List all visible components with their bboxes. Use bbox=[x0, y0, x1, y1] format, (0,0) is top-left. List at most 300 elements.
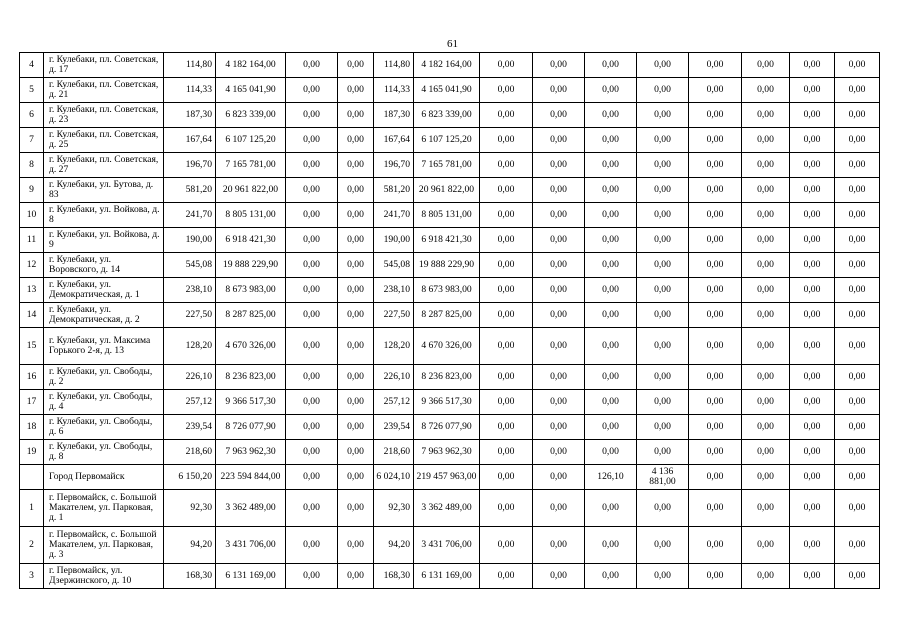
row-number bbox=[20, 465, 44, 490]
value-cell: 0,00 bbox=[480, 103, 533, 128]
table-row bbox=[20, 490, 880, 527]
value-cell: 0,00 bbox=[338, 415, 374, 440]
value-cell: 0,00 bbox=[533, 390, 585, 415]
value-cell: 0,00 bbox=[480, 153, 533, 178]
value-cell: 0,00 bbox=[835, 203, 880, 228]
value-cell: 0,00 bbox=[480, 365, 533, 390]
value-cell: 0,00 bbox=[790, 228, 835, 253]
value-cell: 0,00 bbox=[480, 203, 533, 228]
value-cell: 0,00 bbox=[835, 153, 880, 178]
value-cell: 0,00 bbox=[637, 564, 689, 589]
value-cell: 0,00 bbox=[533, 228, 585, 253]
area2-cell: 128,20 bbox=[374, 328, 414, 365]
row-number: 16 bbox=[20, 365, 44, 390]
value-cell: 0,00 bbox=[742, 178, 790, 203]
value-cell: 0,00 bbox=[286, 465, 338, 490]
cost-cell: 20 961 822,00 bbox=[216, 178, 286, 203]
address-cell: г. Первомайск, с. Большой Макателем, ул. Парковая, д. 1 bbox=[44, 490, 164, 527]
value-cell: 0,00 bbox=[585, 103, 637, 128]
value-cell: 0,00 bbox=[835, 228, 880, 253]
table-row bbox=[20, 203, 880, 228]
value-cell: 0,00 bbox=[637, 440, 689, 465]
value-cell: 0,00 bbox=[480, 465, 533, 490]
address-cell: г. Кулебаки, ул. Бутова, д. 83 bbox=[44, 178, 164, 203]
value-cell: 0,00 bbox=[585, 328, 637, 365]
value-cell: 0,00 bbox=[835, 465, 880, 490]
value-cell: 0,00 bbox=[585, 440, 637, 465]
value-cell: 0,00 bbox=[637, 128, 689, 153]
value-cell: 0,00 bbox=[790, 203, 835, 228]
address-cell: г. Кулебаки, ул. Воровского, д. 14 bbox=[44, 253, 164, 278]
value-cell: 0,00 bbox=[533, 278, 585, 303]
value-cell: 0,00 bbox=[338, 303, 374, 328]
value-cell: 0,00 bbox=[338, 490, 374, 527]
area2-cell: 114,80 bbox=[374, 53, 414, 78]
address-cell: г. Кулебаки, ул. Свободы, д. 6 bbox=[44, 415, 164, 440]
value-cell: 0,00 bbox=[286, 365, 338, 390]
row-number: 11 bbox=[20, 228, 44, 253]
cost2-cell: 8 287 825,00 bbox=[414, 303, 480, 328]
area2-cell: 92,30 bbox=[374, 490, 414, 527]
area-cell: 241,70 bbox=[164, 203, 216, 228]
value-cell: 0,00 bbox=[790, 178, 835, 203]
value-cell: 0,00 bbox=[790, 415, 835, 440]
row-number: 4 bbox=[20, 53, 44, 78]
table-row bbox=[20, 128, 880, 153]
area-cell: 226,10 bbox=[164, 365, 216, 390]
value-cell: 0,00 bbox=[533, 128, 585, 153]
cost2-cell: 6 131 169,00 bbox=[414, 564, 480, 589]
value-cell: 0,00 bbox=[533, 465, 585, 490]
value-cell: 0,00 bbox=[533, 365, 585, 390]
value-cell: 0,00 bbox=[585, 153, 637, 178]
value-cell: 0,00 bbox=[338, 328, 374, 365]
value-cell: 0,00 bbox=[742, 303, 790, 328]
value-cell: 0,00 bbox=[585, 203, 637, 228]
value-cell: 0,00 bbox=[835, 440, 880, 465]
cost2-cell: 20 961 822,00 bbox=[414, 178, 480, 203]
row-number: 19 bbox=[20, 440, 44, 465]
value-cell: 0,00 bbox=[742, 564, 790, 589]
value-cell: 0,00 bbox=[689, 53, 742, 78]
value-cell: 0,00 bbox=[790, 490, 835, 527]
area2-cell: 239,54 bbox=[374, 415, 414, 440]
value-cell: 0,00 bbox=[480, 253, 533, 278]
row-number: 13 bbox=[20, 278, 44, 303]
value-cell: 0,00 bbox=[835, 564, 880, 589]
value-cell: 0,00 bbox=[585, 78, 637, 103]
area2-cell: 218,60 bbox=[374, 440, 414, 465]
value-cell: 0,00 bbox=[338, 564, 374, 589]
address-cell: г. Первомайск, с. Большой Макателем, ул. Парковая, д. 3 bbox=[44, 527, 164, 564]
area-cell: 128,20 bbox=[164, 328, 216, 365]
value-cell: 0,00 bbox=[286, 203, 338, 228]
cost-cell: 6 918 421,30 bbox=[216, 228, 286, 253]
value-cell: 0,00 bbox=[480, 415, 533, 440]
table-row bbox=[20, 78, 880, 103]
value-cell: 0,00 bbox=[338, 53, 374, 78]
area-cell: 257,12 bbox=[164, 390, 216, 415]
area-cell: 218,60 bbox=[164, 440, 216, 465]
value-cell: 0,00 bbox=[637, 253, 689, 278]
value-cell: 0,00 bbox=[286, 178, 338, 203]
address-cell: г. Кулебаки, ул. Максима Горького 2-я, д. 13 bbox=[44, 328, 164, 365]
value-cell: 126,10 bbox=[585, 465, 637, 490]
value-cell: 0,00 bbox=[742, 278, 790, 303]
value-cell: 0,00 bbox=[286, 153, 338, 178]
row-number: 12 bbox=[20, 253, 44, 278]
value-cell: 0,00 bbox=[533, 253, 585, 278]
address-cell: г. Кулебаки, пл. Советская, д. 25 bbox=[44, 128, 164, 153]
address-cell: г. Первомайск, ул. Дзержинского, д. 10 bbox=[44, 564, 164, 589]
value-cell: 0,00 bbox=[637, 278, 689, 303]
cost-cell: 3 362 489,00 bbox=[216, 490, 286, 527]
area-cell: 187,30 bbox=[164, 103, 216, 128]
value-cell: 0,00 bbox=[533, 78, 585, 103]
area2-cell: 187,30 bbox=[374, 103, 414, 128]
area2-cell: 190,00 bbox=[374, 228, 414, 253]
table-row bbox=[20, 564, 880, 589]
cost-cell: 6 107 125,20 bbox=[216, 128, 286, 153]
area-cell: 6 150,20 bbox=[164, 465, 216, 490]
value-cell: 0,00 bbox=[637, 178, 689, 203]
value-cell: 0,00 bbox=[790, 465, 835, 490]
value-cell: 0,00 bbox=[790, 564, 835, 589]
value-cell: 0,00 bbox=[689, 328, 742, 365]
value-cell: 0,00 bbox=[742, 527, 790, 564]
cost-cell: 8 805 131,00 bbox=[216, 203, 286, 228]
value-cell: 0,00 bbox=[585, 390, 637, 415]
value-cell: 0,00 bbox=[480, 128, 533, 153]
value-cell: 0,00 bbox=[480, 78, 533, 103]
value-cell: 0,00 bbox=[533, 440, 585, 465]
value-cell: 0,00 bbox=[742, 390, 790, 415]
value-cell: 0,00 bbox=[790, 365, 835, 390]
address-cell: г. Кулебаки, пл. Советская, д. 21 bbox=[44, 78, 164, 103]
value-cell: 0,00 bbox=[835, 53, 880, 78]
value-cell: 0,00 bbox=[286, 440, 338, 465]
value-cell: 0,00 bbox=[533, 527, 585, 564]
value-cell: 0,00 bbox=[689, 203, 742, 228]
cost2-cell: 6 823 339,00 bbox=[414, 103, 480, 128]
value-cell: 0,00 bbox=[286, 328, 338, 365]
value-cell: 0,00 bbox=[585, 527, 637, 564]
area-cell: 92,30 bbox=[164, 490, 216, 527]
value-cell: 0,00 bbox=[835, 365, 880, 390]
value-cell: 0,00 bbox=[742, 128, 790, 153]
table-row bbox=[20, 303, 880, 328]
cost-cell: 19 888 229,90 bbox=[216, 253, 286, 278]
table-row bbox=[20, 103, 880, 128]
table-row bbox=[20, 178, 880, 203]
value-cell: 0,00 bbox=[286, 228, 338, 253]
value-cell: 0,00 bbox=[790, 153, 835, 178]
table-row bbox=[20, 53, 880, 78]
cost2-cell: 219 457 963,00 bbox=[414, 465, 480, 490]
value-cell: 0,00 bbox=[480, 564, 533, 589]
value-cell: 0,00 bbox=[480, 228, 533, 253]
address-cell: г. Кулебаки, ул. Войкова, д. 8 bbox=[44, 203, 164, 228]
value-cell: 0,00 bbox=[835, 303, 880, 328]
row-number: 17 bbox=[20, 390, 44, 415]
row-number: 1 bbox=[20, 490, 44, 527]
value-cell: 0,00 bbox=[742, 103, 790, 128]
area2-cell: 94,20 bbox=[374, 527, 414, 564]
value-cell: 0,00 bbox=[338, 440, 374, 465]
value-cell: 0,00 bbox=[533, 53, 585, 78]
value-cell: 0,00 bbox=[835, 278, 880, 303]
area-cell: 190,00 bbox=[164, 228, 216, 253]
address-cell: г. Кулебаки, ул. Свободы, д. 4 bbox=[44, 390, 164, 415]
value-cell: 0,00 bbox=[480, 440, 533, 465]
value-cell: 0,00 bbox=[585, 303, 637, 328]
cost2-cell: 19 888 229,90 bbox=[414, 253, 480, 278]
value-cell: 0,00 bbox=[637, 303, 689, 328]
table-row bbox=[20, 365, 880, 390]
value-cell: 0,00 bbox=[480, 490, 533, 527]
value-cell: 0,00 bbox=[286, 128, 338, 153]
address-cell: г. Кулебаки, ул. Войкова, д. 9 bbox=[44, 228, 164, 253]
value-cell: 0,00 bbox=[338, 527, 374, 564]
address-cell: г. Кулебаки, пл. Советская, д. 17 bbox=[44, 53, 164, 78]
value-cell: 0,00 bbox=[790, 303, 835, 328]
value-cell: 0,00 bbox=[533, 203, 585, 228]
value-cell: 0,00 bbox=[480, 303, 533, 328]
cost2-cell: 4 165 041,90 bbox=[414, 78, 480, 103]
value-cell: 0,00 bbox=[689, 390, 742, 415]
value-cell: 0,00 bbox=[286, 490, 338, 527]
value-cell: 0,00 bbox=[742, 328, 790, 365]
area2-cell: 226,10 bbox=[374, 365, 414, 390]
value-cell: 4 136 881,00 bbox=[637, 465, 689, 490]
value-cell: 0,00 bbox=[742, 228, 790, 253]
value-cell: 0,00 bbox=[338, 465, 374, 490]
value-cell: 0,00 bbox=[637, 527, 689, 564]
value-cell: 0,00 bbox=[742, 153, 790, 178]
value-cell: 0,00 bbox=[533, 178, 585, 203]
cost2-cell: 8 673 983,00 bbox=[414, 278, 480, 303]
value-cell: 0,00 bbox=[480, 390, 533, 415]
value-cell: 0,00 bbox=[533, 103, 585, 128]
area-cell: 239,54 bbox=[164, 415, 216, 440]
value-cell: 0,00 bbox=[585, 128, 637, 153]
area-cell: 238,10 bbox=[164, 278, 216, 303]
value-cell: 0,00 bbox=[790, 253, 835, 278]
value-cell: 0,00 bbox=[835, 390, 880, 415]
address-cell: г. Кулебаки, пл. Советская, д. 23 bbox=[44, 103, 164, 128]
value-cell: 0,00 bbox=[533, 303, 585, 328]
value-cell: 0,00 bbox=[742, 53, 790, 78]
table-row bbox=[20, 253, 880, 278]
value-cell: 0,00 bbox=[533, 415, 585, 440]
value-cell: 0,00 bbox=[689, 103, 742, 128]
value-cell: 0,00 bbox=[689, 564, 742, 589]
area2-cell: 167,64 bbox=[374, 128, 414, 153]
cost-cell: 8 673 983,00 bbox=[216, 278, 286, 303]
value-cell: 0,00 bbox=[742, 203, 790, 228]
value-cell: 0,00 bbox=[742, 490, 790, 527]
value-cell: 0,00 bbox=[480, 278, 533, 303]
area-cell: 167,64 bbox=[164, 128, 216, 153]
value-cell: 0,00 bbox=[742, 465, 790, 490]
table-row bbox=[20, 278, 880, 303]
value-cell: 0,00 bbox=[835, 178, 880, 203]
address-cell: г. Кулебаки, пл. Советская, д. 27 bbox=[44, 153, 164, 178]
table-row bbox=[20, 328, 880, 365]
cost2-cell: 4 670 326,00 bbox=[414, 328, 480, 365]
row-number: 18 bbox=[20, 415, 44, 440]
value-cell: 0,00 bbox=[637, 390, 689, 415]
value-cell: 0,00 bbox=[637, 103, 689, 128]
area-cell: 227,50 bbox=[164, 303, 216, 328]
cost2-cell: 6 107 125,20 bbox=[414, 128, 480, 153]
value-cell: 0,00 bbox=[790, 53, 835, 78]
value-cell: 0,00 bbox=[338, 103, 374, 128]
value-cell: 0,00 bbox=[637, 203, 689, 228]
value-cell: 0,00 bbox=[338, 228, 374, 253]
value-cell: 0,00 bbox=[835, 415, 880, 440]
value-cell: 0,00 bbox=[689, 153, 742, 178]
row-number: 14 bbox=[20, 303, 44, 328]
value-cell: 0,00 bbox=[480, 328, 533, 365]
value-cell: 0,00 bbox=[585, 53, 637, 78]
row-number: 5 bbox=[20, 78, 44, 103]
row-number: 8 bbox=[20, 153, 44, 178]
area-cell: 114,80 bbox=[164, 53, 216, 78]
cost-cell: 223 594 844,00 bbox=[216, 465, 286, 490]
value-cell: 0,00 bbox=[835, 253, 880, 278]
value-cell: 0,00 bbox=[689, 253, 742, 278]
value-cell: 0,00 bbox=[790, 328, 835, 365]
value-cell: 0,00 bbox=[585, 253, 637, 278]
area-cell: 545,08 bbox=[164, 253, 216, 278]
value-cell: 0,00 bbox=[286, 278, 338, 303]
area-cell: 581,20 bbox=[164, 178, 216, 203]
value-cell: 0,00 bbox=[286, 564, 338, 589]
cost-cell: 4 182 164,00 bbox=[216, 53, 286, 78]
table-row bbox=[20, 440, 880, 465]
value-cell: 0,00 bbox=[637, 490, 689, 527]
value-cell: 0,00 bbox=[835, 490, 880, 527]
cost2-cell: 8 805 131,00 bbox=[414, 203, 480, 228]
page-number: 61 bbox=[447, 38, 458, 50]
table-row bbox=[20, 465, 880, 490]
value-cell: 0,00 bbox=[637, 415, 689, 440]
address-cell: г. Кулебаки, ул. Свободы, д. 8 bbox=[44, 440, 164, 465]
area2-cell: 227,50 bbox=[374, 303, 414, 328]
value-cell: 0,00 bbox=[286, 527, 338, 564]
value-cell: 0,00 bbox=[338, 203, 374, 228]
value-cell: 0,00 bbox=[637, 365, 689, 390]
value-cell: 0,00 bbox=[637, 153, 689, 178]
value-cell: 0,00 bbox=[585, 365, 637, 390]
value-cell: 0,00 bbox=[689, 415, 742, 440]
value-cell: 0,00 bbox=[286, 53, 338, 78]
cost2-cell: 7 963 962,30 bbox=[414, 440, 480, 465]
area2-cell: 581,20 bbox=[374, 178, 414, 203]
row-number: 15 bbox=[20, 328, 44, 365]
value-cell: 0,00 bbox=[338, 365, 374, 390]
cost-cell: 6 823 339,00 bbox=[216, 103, 286, 128]
cost-cell: 8 236 823,00 bbox=[216, 365, 286, 390]
value-cell: 0,00 bbox=[637, 328, 689, 365]
value-cell: 0,00 bbox=[835, 527, 880, 564]
value-cell: 0,00 bbox=[689, 490, 742, 527]
value-cell: 0,00 bbox=[480, 178, 533, 203]
area2-cell: 114,33 bbox=[374, 78, 414, 103]
row-number: 9 bbox=[20, 178, 44, 203]
cost2-cell: 7 165 781,00 bbox=[414, 153, 480, 178]
value-cell: 0,00 bbox=[338, 178, 374, 203]
value-cell: 0,00 bbox=[790, 527, 835, 564]
housing-table bbox=[19, 52, 880, 589]
cost-cell: 3 431 706,00 bbox=[216, 527, 286, 564]
value-cell: 0,00 bbox=[835, 128, 880, 153]
address-cell: г. Кулебаки, ул. Демократическая, д. 1 bbox=[44, 278, 164, 303]
area2-cell: 545,08 bbox=[374, 253, 414, 278]
cost2-cell: 6 918 421,30 bbox=[414, 228, 480, 253]
value-cell: 0,00 bbox=[689, 365, 742, 390]
row-number: 10 bbox=[20, 203, 44, 228]
value-cell: 0,00 bbox=[585, 178, 637, 203]
row-number: 6 bbox=[20, 103, 44, 128]
address-cell: г. Кулебаки, ул. Свободы, д. 2 bbox=[44, 365, 164, 390]
cost-cell: 7 165 781,00 bbox=[216, 153, 286, 178]
value-cell: 0,00 bbox=[585, 490, 637, 527]
row-number: 3 bbox=[20, 564, 44, 589]
value-cell: 0,00 bbox=[286, 415, 338, 440]
value-cell: 0,00 bbox=[790, 278, 835, 303]
value-cell: 0,00 bbox=[338, 390, 374, 415]
value-cell: 0,00 bbox=[790, 128, 835, 153]
table-row bbox=[20, 415, 880, 440]
value-cell: 0,00 bbox=[637, 78, 689, 103]
value-cell: 0,00 bbox=[742, 78, 790, 103]
value-cell: 0,00 bbox=[689, 303, 742, 328]
table-row bbox=[20, 153, 880, 178]
area2-cell: 241,70 bbox=[374, 203, 414, 228]
value-cell: 0,00 bbox=[689, 465, 742, 490]
value-cell: 0,00 bbox=[689, 278, 742, 303]
value-cell: 0,00 bbox=[790, 440, 835, 465]
cost2-cell: 3 362 489,00 bbox=[414, 490, 480, 527]
value-cell: 0,00 bbox=[790, 103, 835, 128]
cost2-cell: 4 182 164,00 bbox=[414, 53, 480, 78]
value-cell: 0,00 bbox=[286, 390, 338, 415]
cost-cell: 8 287 825,00 bbox=[216, 303, 286, 328]
value-cell: 0,00 bbox=[790, 390, 835, 415]
cost2-cell: 9 366 517,30 bbox=[414, 390, 480, 415]
address-cell: г. Кулебаки, ул. Демократическая, д. 2 bbox=[44, 303, 164, 328]
value-cell: 0,00 bbox=[637, 53, 689, 78]
value-cell: 0,00 bbox=[835, 328, 880, 365]
value-cell: 0,00 bbox=[286, 303, 338, 328]
cost-cell: 4 670 326,00 bbox=[216, 328, 286, 365]
value-cell: 0,00 bbox=[480, 53, 533, 78]
area2-cell: 168,30 bbox=[374, 564, 414, 589]
area-cell: 196,70 bbox=[164, 153, 216, 178]
cost-cell: 9 366 517,30 bbox=[216, 390, 286, 415]
table-row bbox=[20, 390, 880, 415]
value-cell: 0,00 bbox=[689, 228, 742, 253]
value-cell: 0,00 bbox=[585, 564, 637, 589]
value-cell: 0,00 bbox=[533, 564, 585, 589]
area2-cell: 6 024,10 bbox=[374, 465, 414, 490]
value-cell: 0,00 bbox=[338, 278, 374, 303]
value-cell: 0,00 bbox=[480, 527, 533, 564]
cost-cell: 8 726 077,90 bbox=[216, 415, 286, 440]
area-cell: 168,30 bbox=[164, 564, 216, 589]
